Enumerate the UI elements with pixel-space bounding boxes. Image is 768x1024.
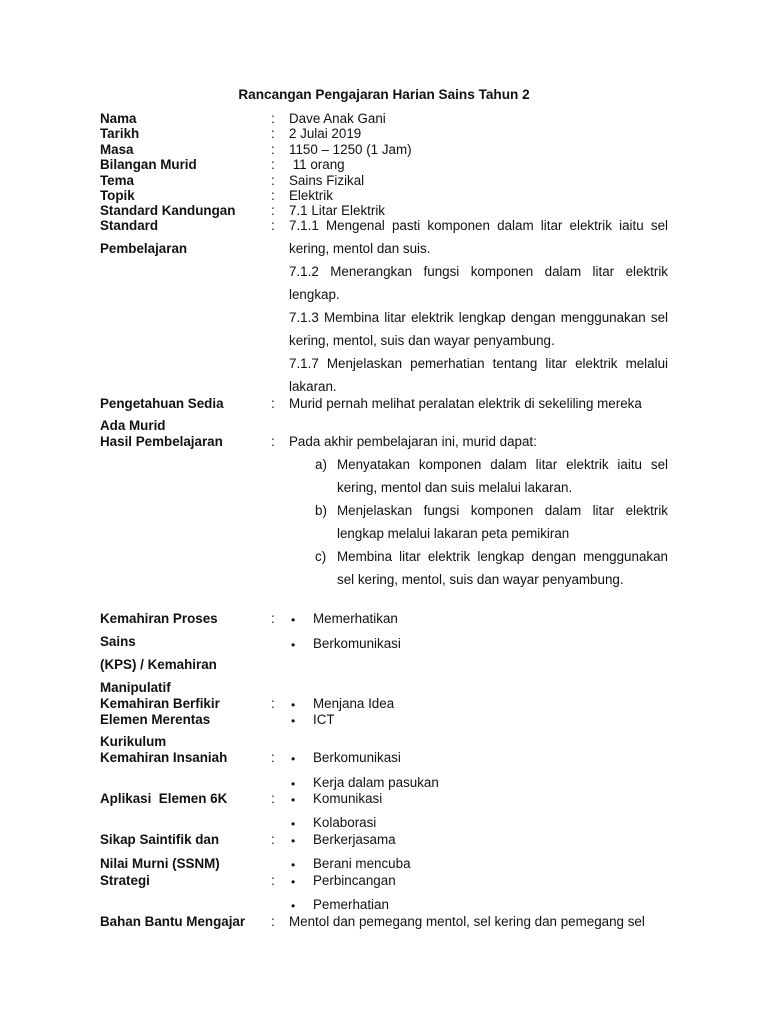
6k-item: Kolaborasi: [313, 815, 377, 830]
standard-item: 7.1.3 Membina litar elektrik lengkap dengan menggunakan sel kering, mentol, suis dan wayar penyambung.: [289, 310, 668, 348]
standard-item: 7.1.1 Mengenal pasti komponen dalam litar elektrik iaitu sel kering, mentol dan suis.: [289, 218, 668, 256]
colon: :: [271, 218, 275, 233]
bullet-icon: •: [291, 777, 296, 791]
hasil-item: Menyatakan komponen dalam litar elektrik iaitu sel kering, mentol dan suis melalui lakaran.: [337, 457, 668, 496]
label-topik: Topik: [100, 188, 135, 203]
list-letter: a): [315, 457, 327, 472]
6k-item: Komunikasi: [313, 791, 383, 806]
berfikir-item: ICT: [313, 712, 335, 727]
value-topik: Elektrik: [289, 188, 333, 203]
colon: :: [271, 173, 275, 188]
label-standard: Standard: [100, 218, 159, 233]
bullet-icon: •: [291, 875, 296, 889]
insaniah-item: Kerja dalam pasukan: [313, 775, 439, 790]
label-kemahiran-berfikir: Kemahiran Berfikir: [100, 696, 220, 711]
label-sains: Sains: [100, 634, 136, 649]
label-nama: Nama: [100, 111, 137, 126]
colon: :: [271, 396, 275, 411]
value-pengetahuan-sedia: Murid pernah melihat peralatan elektrik di sekeliling mereka: [289, 396, 642, 411]
value-masa: 1150 – 1250 (1 Jam): [289, 142, 412, 157]
label-ada-murid: Ada Murid: [100, 418, 166, 433]
standard-item: 7.1.2 Menerangkan fungsi komponen dalam litar elektrik lengkap.: [289, 264, 668, 302]
label-bilangan-murid: Bilangan Murid: [100, 157, 197, 172]
label-elemen-merentas: Elemen Merentas: [100, 712, 211, 727]
insaniah-item: Berkomunikasi: [313, 750, 401, 765]
bullet-icon: •: [291, 714, 296, 728]
label-sikap-saintifik: Sikap Saintifik dan: [100, 832, 220, 847]
hasil-item: Menjelaskan fungsi komponen dalam litar elektrik lengkap melalui lakaran peta pemikiran: [337, 503, 668, 542]
value-bahan-bantu: Mentol dan pemegang mentol, sel kering dan pemegang sel: [289, 914, 645, 929]
ssnm-item: Berkerjasama: [313, 832, 396, 847]
colon: :: [271, 111, 275, 126]
hasil-item: Membina litar elektrik lengkap dengan menggunakan sel kering, mentol, suis dan wayar penyambung.: [337, 549, 668, 588]
colon: :: [271, 142, 275, 157]
bullet-icon: •: [291, 698, 296, 712]
colon: :: [271, 203, 275, 218]
label-kurikulum: Kurikulum: [100, 734, 167, 749]
value-tema: Sains Fizikal: [289, 173, 365, 188]
strategi-item: Pemerhatian: [313, 897, 389, 912]
colon: :: [271, 750, 275, 765]
label-nilai-murni: Nilai Murni (SSNM): [100, 856, 220, 871]
label-pengetahuan-sedia: Pengetahuan Sedia: [100, 396, 224, 411]
strategi-item: Perbincangan: [313, 873, 396, 888]
label-masa: Masa: [100, 142, 134, 157]
colon: :: [271, 126, 275, 141]
bullet-icon: •: [291, 638, 296, 652]
bullet-icon: •: [291, 858, 296, 872]
label-kemahiran-insaniah: Kemahiran Insaniah: [100, 750, 228, 765]
bullet-icon: •: [291, 752, 296, 766]
kps-item: Berkomunikasi: [313, 636, 401, 651]
label-strategi: Strategi: [100, 873, 150, 888]
list-letter: c): [315, 549, 327, 564]
label-kemahiran-proses: Kemahiran Proses: [100, 611, 218, 626]
colon: :: [271, 611, 275, 626]
hasil-intro: Pada akhir pembelajaran ini, murid dapat:: [289, 434, 537, 449]
bullet-icon: •: [291, 613, 296, 627]
label-bahan-bantu: Bahan Bantu Mengajar: [100, 914, 246, 929]
label-standard-kandungan: Standard Kandungan: [100, 203, 236, 218]
label-manipulatif: Manipulatif: [100, 680, 171, 695]
label-hasil-pembelajaran: Hasil Pembelajaran: [100, 434, 223, 449]
colon: :: [271, 696, 275, 711]
value-standard-kandungan: 7.1 Litar Elektrik: [289, 203, 386, 218]
bullet-icon: •: [291, 834, 296, 848]
colon: :: [271, 791, 275, 806]
bullet-icon: •: [291, 817, 296, 831]
colon: :: [271, 188, 275, 203]
bullet-icon: •: [291, 899, 296, 913]
label-tema: Tema: [100, 173, 134, 188]
ssnm-item: Berani mencuba: [313, 856, 411, 871]
bullet-icon: •: [291, 793, 296, 807]
value-tarikh: 2 Julai 2019: [289, 126, 362, 141]
berfikir-item: Menjana Idea: [313, 696, 395, 711]
label-aplikasi-6k: Aplikasi Elemen 6K: [100, 791, 228, 806]
kps-item: Memerhatikan: [313, 611, 398, 626]
colon: :: [271, 434, 275, 449]
colon: :: [271, 873, 275, 888]
list-letter: b): [315, 503, 327, 518]
label-kps-kemahiran: (KPS) / Kemahiran: [100, 657, 217, 672]
colon: :: [271, 157, 275, 172]
standard-item: 7.1.7 Menjelaskan pemerhatian tentang litar elektrik melalui lakaran.: [289, 356, 668, 394]
colon: :: [271, 914, 275, 929]
colon: :: [271, 832, 275, 847]
label-pembelajaran: Pembelajaran: [100, 241, 188, 256]
document-title: Rancangan Pengajaran Harian Sains Tahun 2: [238, 87, 530, 102]
label-tarikh: Tarikh: [100, 126, 140, 141]
value-bilangan-murid: 11 orang: [289, 157, 345, 172]
value-nama: Dave Anak Gani: [289, 111, 386, 126]
